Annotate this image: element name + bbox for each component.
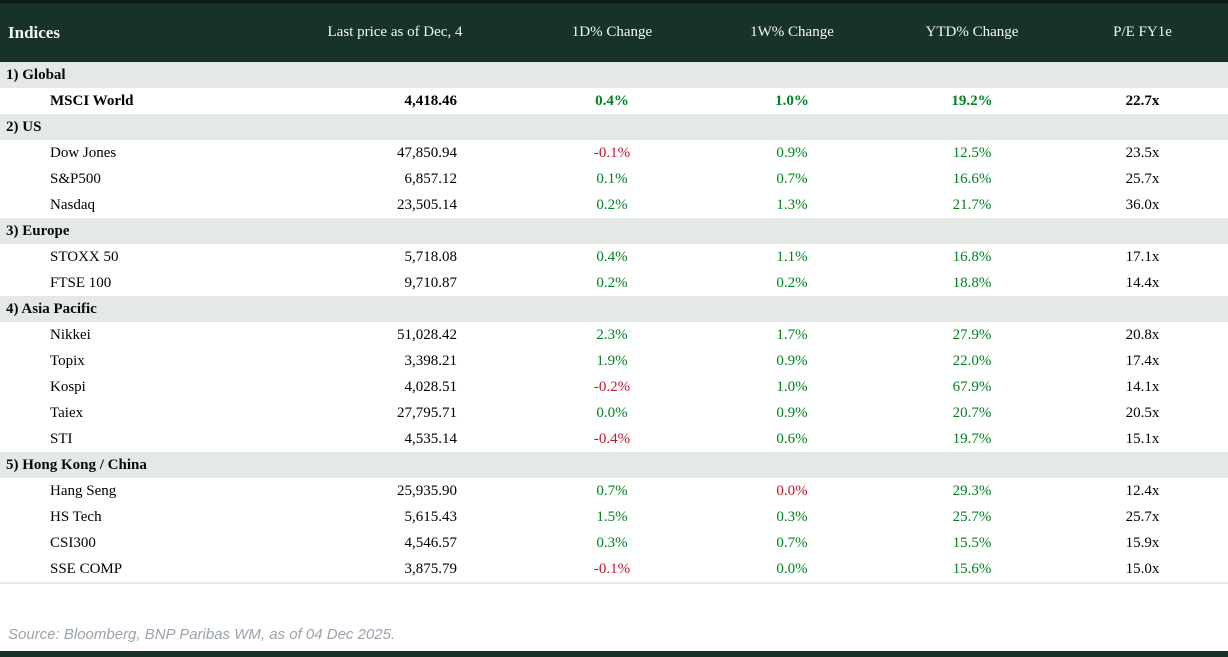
change-1d-cell: 0.0%	[527, 400, 697, 426]
change-1w-cell: 1.0%	[697, 88, 887, 114]
last-price-cell: 4,546.57	[310, 530, 527, 556]
pe-cell: 15.9x	[1057, 530, 1228, 556]
change-ytd-cell: 22.0%	[887, 348, 1057, 374]
index-name-cell: Dow Jones	[0, 140, 310, 166]
index-name-cell: MSCI World	[0, 88, 310, 114]
pe-cell: 36.0x	[1057, 192, 1228, 218]
index-name-cell: S&P500	[0, 166, 310, 192]
section-row	[0, 296, 1228, 322]
change-1w-cell: 0.7%	[697, 530, 887, 556]
source-note: Source: Bloomberg, BNP Paribas WM, as of 04 Dec 2025.	[8, 626, 396, 643]
change-1d-cell: 0.4%	[527, 244, 697, 270]
section-row	[0, 62, 1228, 88]
index-row	[0, 530, 1228, 556]
change-ytd-cell: 19.2%	[887, 88, 1057, 114]
index-row	[0, 270, 1228, 296]
change-1d-cell: -0.1%	[527, 556, 697, 582]
change-1w-cell: 1.1%	[697, 244, 887, 270]
change-1d-cell: 1.9%	[527, 348, 697, 374]
last-price-cell: 4,418.46	[310, 88, 527, 114]
index-name-cell: Topix	[0, 348, 310, 374]
header-row	[0, 3, 1228, 62]
index-name-cell: Hang Seng	[0, 478, 310, 504]
pe-cell: 12.4x	[1057, 478, 1228, 504]
pe-cell: 25.7x	[1057, 504, 1228, 530]
section-label: 4) Asia Pacific	[0, 296, 1228, 322]
change-1w-cell: 1.3%	[697, 192, 887, 218]
table-bottom-rule	[0, 582, 1228, 584]
last-price-cell: 6,857.12	[310, 166, 527, 192]
index-name-cell: STI	[0, 426, 310, 452]
change-ytd-cell: 12.5%	[887, 140, 1057, 166]
index-row	[0, 140, 1228, 166]
change-1w-cell: 0.9%	[697, 400, 887, 426]
index-row	[0, 478, 1228, 504]
pe-cell: 15.1x	[1057, 426, 1228, 452]
last-price-cell: 25,935.90	[310, 478, 527, 504]
index-row	[0, 244, 1228, 270]
index-name-cell: Nasdaq	[0, 192, 310, 218]
change-1d-cell: 0.3%	[527, 530, 697, 556]
change-1w-cell: 0.0%	[697, 556, 887, 582]
pe-cell: 22.7x	[1057, 88, 1228, 114]
pe-cell: 20.8x	[1057, 322, 1228, 348]
index-name-cell: SSE COMP	[0, 556, 310, 582]
index-row	[0, 322, 1228, 348]
change-ytd-cell: 18.8%	[887, 270, 1057, 296]
change-1w-cell: 0.9%	[697, 348, 887, 374]
change-1w-cell: 1.0%	[697, 374, 887, 400]
last-price-cell: 3,875.79	[310, 556, 527, 582]
index-row	[0, 504, 1228, 530]
bottom-accent-bar	[0, 651, 1228, 657]
col-header-1d-change: 1D% Change	[527, 3, 697, 62]
change-1w-cell: 0.9%	[697, 140, 887, 166]
index-name-cell: FTSE 100	[0, 270, 310, 296]
change-1d-cell: 0.2%	[527, 270, 697, 296]
change-1d-cell: 2.3%	[527, 322, 697, 348]
pe-cell: 20.5x	[1057, 400, 1228, 426]
change-ytd-cell: 15.6%	[887, 556, 1057, 582]
change-ytd-cell: 67.9%	[887, 374, 1057, 400]
section-label: 2) US	[0, 114, 1228, 140]
change-1w-cell: 0.3%	[697, 504, 887, 530]
change-ytd-cell: 15.5%	[887, 530, 1057, 556]
change-1d-cell: -0.1%	[527, 140, 697, 166]
index-name-cell: STOXX 50	[0, 244, 310, 270]
indices-table-body	[0, 62, 1228, 582]
pe-cell: 17.1x	[1057, 244, 1228, 270]
index-name-cell: CSI300	[0, 530, 310, 556]
change-ytd-cell: 27.9%	[887, 322, 1057, 348]
change-1d-cell: 0.7%	[527, 478, 697, 504]
col-header-ytd-change: YTD% Change	[887, 3, 1057, 62]
col-header-indices: Indices	[0, 3, 310, 62]
section-row	[0, 114, 1228, 140]
pe-cell: 23.5x	[1057, 140, 1228, 166]
change-1w-cell: 0.7%	[697, 166, 887, 192]
change-1d-cell: 0.1%	[527, 166, 697, 192]
last-price-cell: 4,028.51	[310, 374, 527, 400]
change-1w-cell: 0.6%	[697, 426, 887, 452]
index-row	[0, 88, 1228, 114]
change-1w-cell: 0.2%	[697, 270, 887, 296]
index-row	[0, 348, 1228, 374]
index-row	[0, 400, 1228, 426]
index-row	[0, 374, 1228, 400]
index-row	[0, 556, 1228, 582]
change-ytd-cell: 19.7%	[887, 426, 1057, 452]
pe-cell: 17.4x	[1057, 348, 1228, 374]
index-row	[0, 192, 1228, 218]
index-name-cell: Taiex	[0, 400, 310, 426]
last-price-cell: 5,615.43	[310, 504, 527, 530]
change-1d-cell: 0.4%	[527, 88, 697, 114]
last-price-cell: 47,850.94	[310, 140, 527, 166]
change-ytd-cell: 21.7%	[887, 192, 1057, 218]
index-row	[0, 426, 1228, 452]
last-price-cell: 27,795.71	[310, 400, 527, 426]
section-label: 1) Global	[0, 62, 1228, 88]
index-name-cell: Nikkei	[0, 322, 310, 348]
change-1d-cell: -0.4%	[527, 426, 697, 452]
change-ytd-cell: 25.7%	[887, 504, 1057, 530]
index-name-cell: HS Tech	[0, 504, 310, 530]
indices-table	[0, 3, 1228, 582]
section-label: 3) Europe	[0, 218, 1228, 244]
last-price-cell: 51,028.42	[310, 322, 527, 348]
index-row	[0, 166, 1228, 192]
last-price-cell: 5,718.08	[310, 244, 527, 270]
section-row	[0, 452, 1228, 478]
section-row	[0, 218, 1228, 244]
pe-cell: 25.7x	[1057, 166, 1228, 192]
change-1w-cell: 1.7%	[697, 322, 887, 348]
indices-table-header	[0, 3, 1228, 62]
last-price-cell: 4,535.14	[310, 426, 527, 452]
pe-cell: 14.4x	[1057, 270, 1228, 296]
last-price-cell: 9,710.87	[310, 270, 527, 296]
pe-cell: 15.0x	[1057, 556, 1228, 582]
section-label: 5) Hong Kong / China	[0, 452, 1228, 478]
index-name-cell: Kospi	[0, 374, 310, 400]
col-header-1w-change: 1W% Change	[697, 3, 887, 62]
change-1d-cell: 1.5%	[527, 504, 697, 530]
change-1w-cell: 0.0%	[697, 478, 887, 504]
pe-cell: 14.1x	[1057, 374, 1228, 400]
last-price-cell: 23,505.14	[310, 192, 527, 218]
col-header-pe-fy1e: P/E FY1e	[1057, 3, 1228, 62]
col-header-last-price: Last price as of Dec, 4	[310, 3, 527, 62]
change-1d-cell: -0.2%	[527, 374, 697, 400]
change-1d-cell: 0.2%	[527, 192, 697, 218]
change-ytd-cell: 16.6%	[887, 166, 1057, 192]
change-ytd-cell: 20.7%	[887, 400, 1057, 426]
change-ytd-cell: 16.8%	[887, 244, 1057, 270]
last-price-cell: 3,398.21	[310, 348, 527, 374]
change-ytd-cell: 29.3%	[887, 478, 1057, 504]
